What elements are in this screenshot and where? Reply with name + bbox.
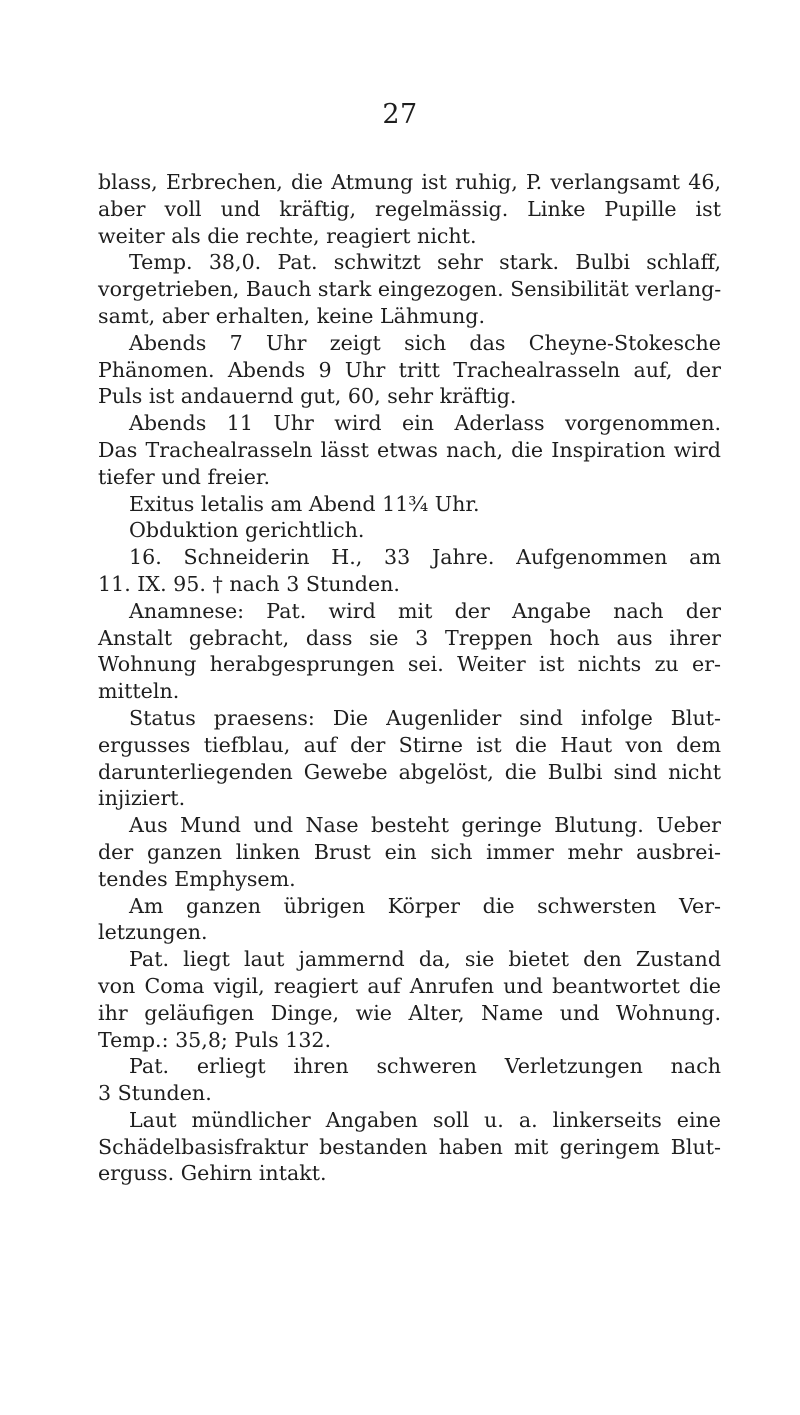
text-line: Anamnese: Pat. wird mit der Angabe nach der [129,598,721,623]
text-line: Pat. erliegt ihren schweren Verletzungen nach [129,1054,721,1079]
text-line: Pat. liegt laut jammernd da, sie bietet den Zustand [129,947,721,972]
text-line: Phänomen. Abends 9 Uhr tritt Trachealrasseln auf, der [98,357,721,382]
text-line: Aus Mund und Nase besteht geringe Blutung. Ueber [129,813,721,838]
text-line: 3 Stunden. [98,1081,212,1106]
text-line: samt, aber erhalten, keine Lähmung. [98,303,486,328]
text-line: letzungen. [98,920,208,945]
text-line: Das Trachealrasseln lässt etwas nach, die Inspiration wird [98,437,721,462]
text-line: Exitus letalis am Abend 11¾ Uhr. [129,491,480,516]
text-line: der ganzen linken Brust ein sich immer mehr ausbrei- [98,839,721,864]
text-line: Schädelbasisfraktur bestanden haben mit geringem Blut- [98,1134,721,1159]
text-line: Wohnung herabgesprungen sei. Weiter ist nichts zu er- [98,652,721,677]
text-line: Anstalt gebracht, dass sie 3 Treppen hoch aus ihrer [98,625,721,650]
page-number: 27 [382,99,418,130]
text-line: von Coma vigil, reagiert auf Anrufen und beantwortet die [98,973,721,998]
text-line: darunterliegenden Gewebe abgelöst, die Bulbi sind nicht [98,759,721,784]
text-line: Puls ist andauernd gut, 60, sehr kräftig. [98,384,517,409]
text-line: Temp.: 35,8; Puls 132. [98,1027,332,1052]
text-line: 16. Schneiderin H., 33 Jahre. Aufgenommen am [129,545,721,570]
text-line: 11. IX. 95. † nach 3 Stunden. [98,571,400,596]
text-line: tendes Emphysem. [98,866,296,891]
text-line: tiefer und freier. [98,464,271,489]
text-line: Temp. 38,0. Pat. schwitzt sehr stark. Bulbi schlaff, [129,250,721,275]
text-line: Abends 11 Uhr wird ein Aderlass vorgenommen. [129,411,721,436]
body-text [98,169,721,1187]
text-line: vorgetrieben, Bauch stark eingezogen. Sensibilität verlang- [98,277,722,302]
text-line: Am ganzen übrigen Körper die schwersten Ver- [129,893,721,918]
text-line: weiter als die rechte, reagiert nicht. [98,223,477,248]
text-line: blass, Erbrechen, die Atmung ist ruhig, P. verlangsamt 46, [98,170,721,194]
text-line: Laut mündlicher Angaben soll u. a. linkerseits eine [129,1107,721,1132]
text-line: injiziert. [98,786,186,811]
text-line: Status praesens: Die Augenlider sind infolge Blut- [129,705,721,730]
text-line: Obduktion gerichtlich. [129,518,365,543]
text-line: aber voll und kräftig, regelmässig. Linke Pupille ist [98,196,721,221]
text-line: mitteln. [98,679,180,704]
text-line: ergusses tiefblau, auf der Stirne ist die Haut von dem [98,732,721,757]
text-line: Abends 7 Uhr zeigt sich das Cheyne-Stokesche [129,330,721,355]
text-line: ihr geläufigen Dinge, wie Alter, Name und Wohnung. [98,1000,721,1025]
text-line: erguss. Gehirn intakt. [98,1161,327,1186]
